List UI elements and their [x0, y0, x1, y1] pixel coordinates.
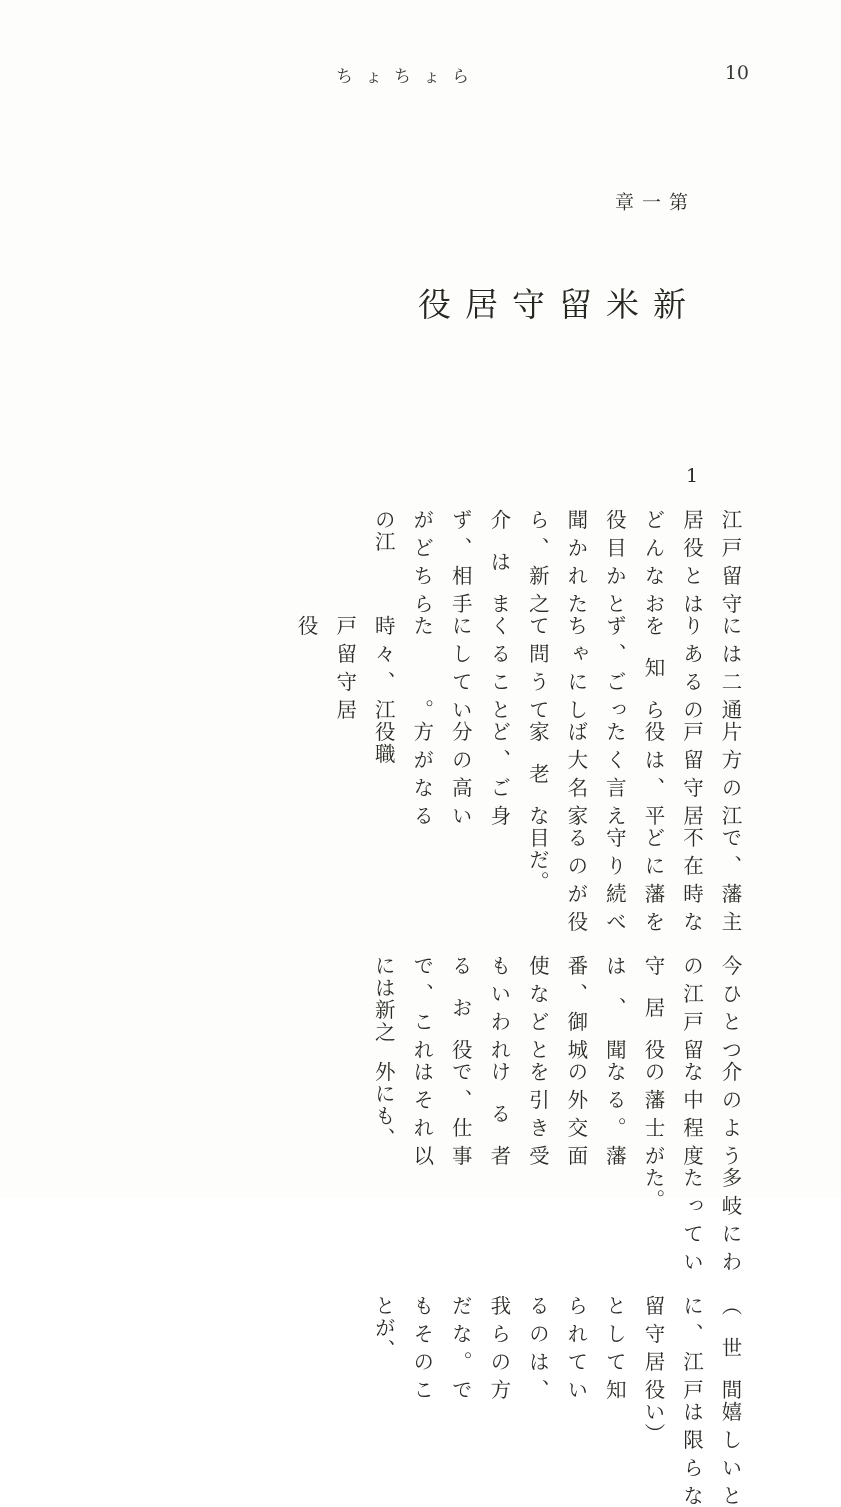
- page-number: 10: [724, 62, 749, 84]
- chapter-title: 新米留守居役: [413, 287, 687, 327]
- text-column: 江戸留守居役とはどんなお役目かと聞かれたら、新之介はまず、相手がどちらの江: [371, 509, 742, 615]
- body-text: [280, 487, 749, 1507]
- chapter-heading: [391, 108, 691, 327]
- running-head-kana: ちょちょら: [336, 67, 481, 87]
- section-number: 1: [681, 465, 703, 487]
- text-column: 介のような中程度の藩士がなる。藩の外交面を引き受ける者で、仕事はそれ以外にも、: [371, 1061, 742, 1167]
- text-column: （世間に、江戸留守居役として知られているのは、我らの方だな。でもそのことが、: [371, 1295, 742, 1401]
- chapter-label: 第一章: [612, 192, 688, 215]
- vertical-text-body: [92, 108, 749, 1507]
- text-column: には二通りあるのを知らず、ごっちゃにして問うてくることにしていた。時々、江戸留守居役: [294, 615, 742, 721]
- text-column: 嬉しいとは限らない）: [640, 1401, 742, 1507]
- text-column: 片方の江戸留守居役は、平たく言えば大名家家老など、ご身分の高い方がなる役職: [371, 721, 742, 827]
- text-column: 多岐にわたっていた。: [640, 1167, 742, 1273]
- text-column: で、藩主不在時などに藩を守り続べるのが役目だ。: [525, 827, 742, 933]
- text-column: 今ひとつの江戸留守居役は、聞番、御城使などともいわれるお役で、これには新之: [371, 955, 742, 1061]
